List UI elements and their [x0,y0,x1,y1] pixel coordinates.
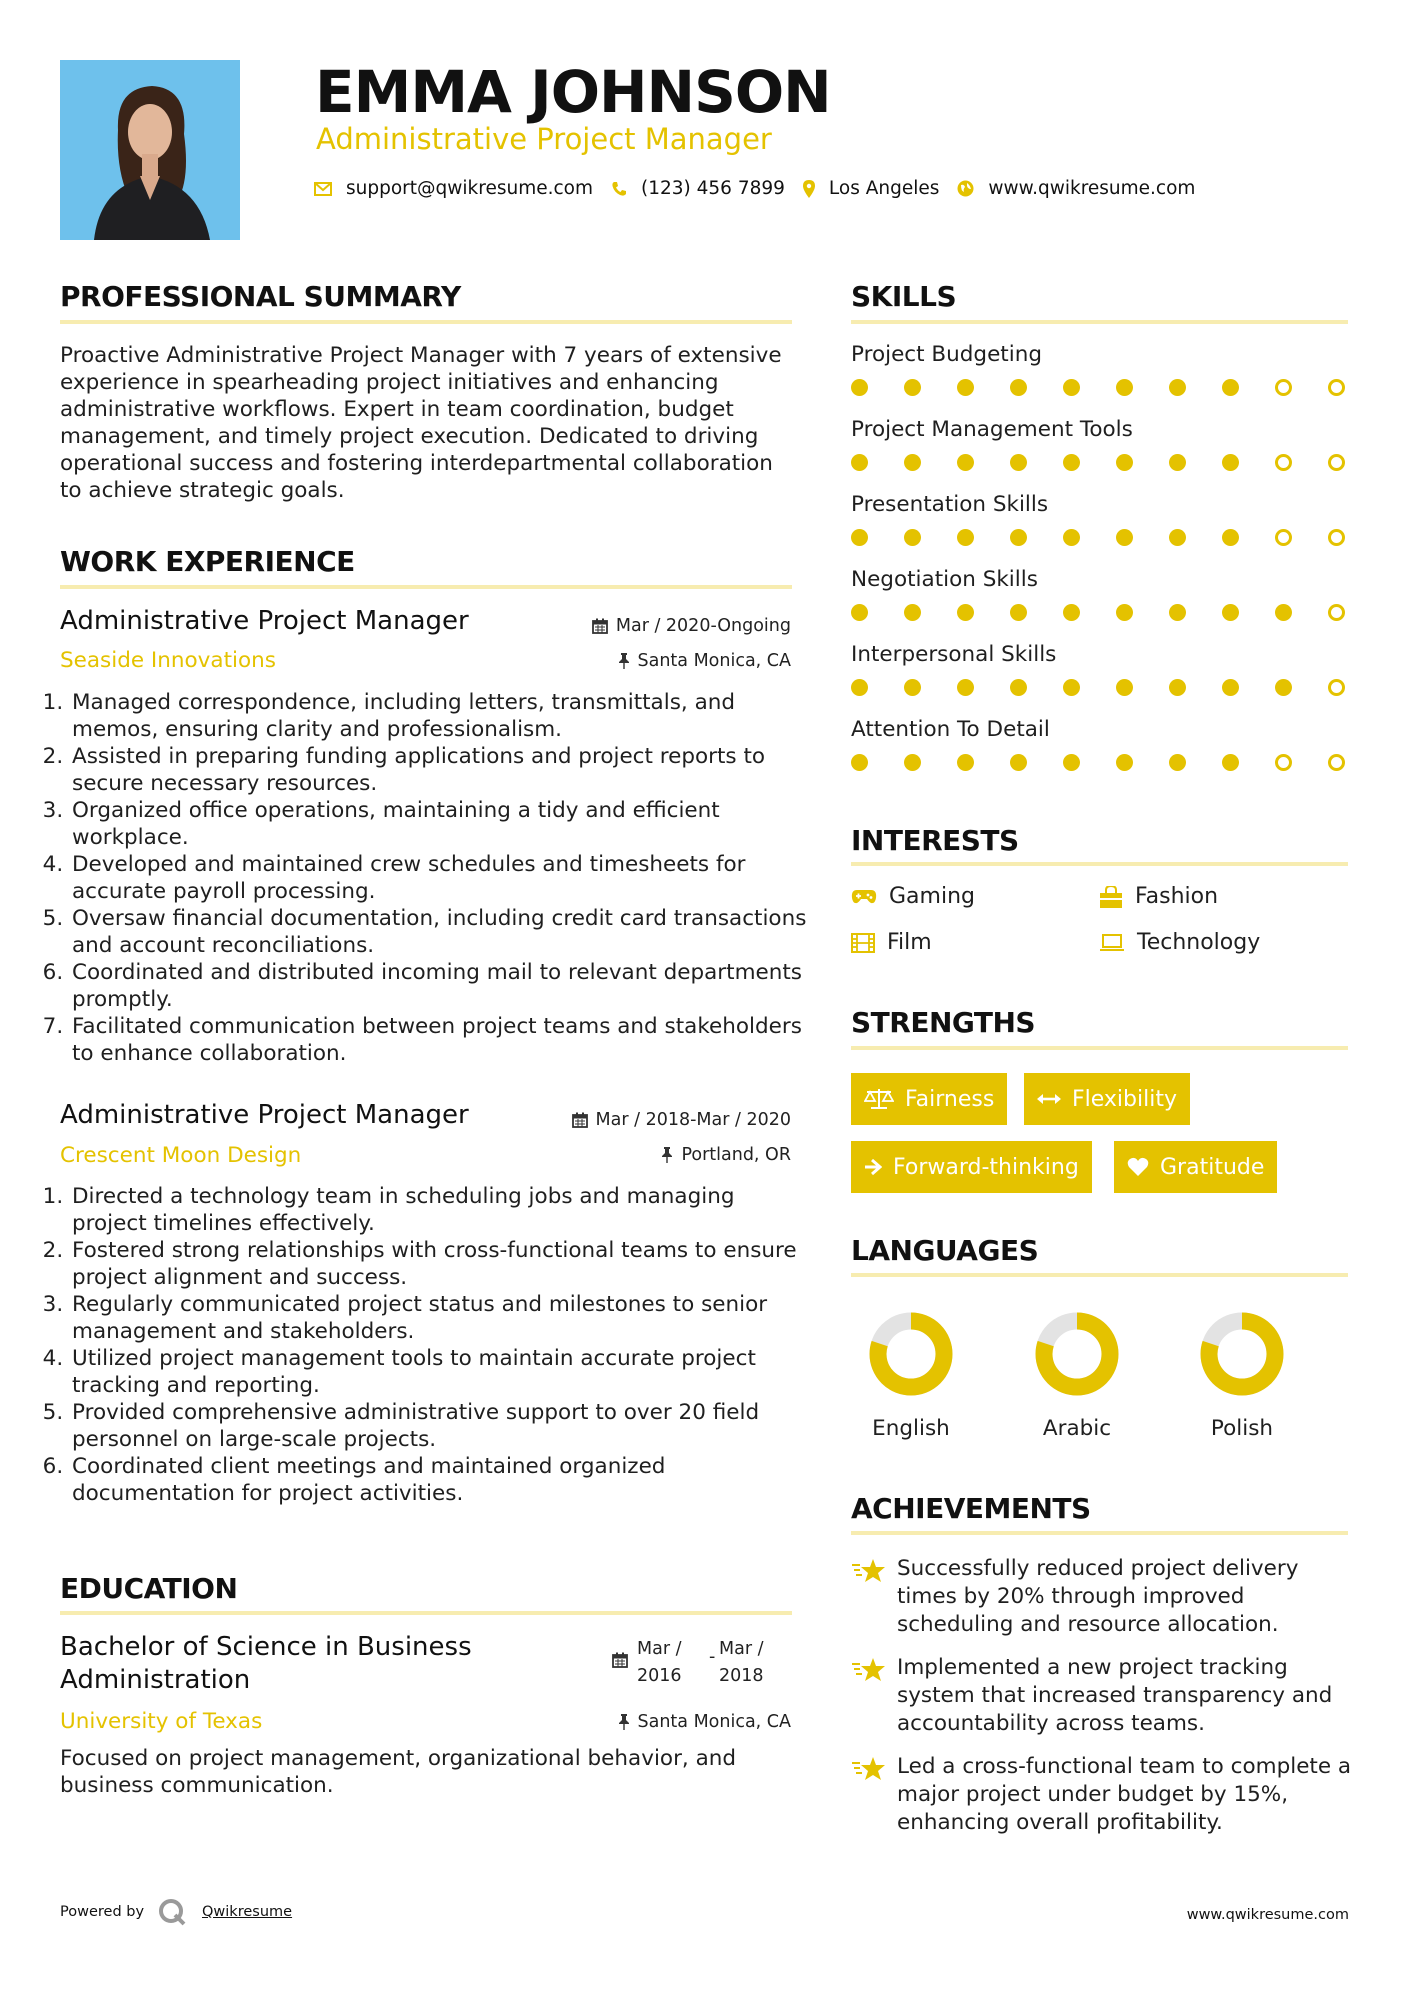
skills-divider [851,320,1348,324]
rating-dot-filled [1116,454,1133,471]
edu-location [618,1712,792,1732]
edu-start-year: 2016 [637,1666,682,1686]
rating-dot-filled [851,604,868,621]
skill-row [851,567,1371,642]
strength-label: Gratitude [1160,1154,1265,1180]
edu-end-year: 2018 [719,1666,764,1686]
achievements-title: ACHIEVEMENTS [851,1492,1091,1525]
list-item: 6. Coordinated client meetings and maintained organized documentation for project activities. [70,1453,810,1507]
language-label-english: English [872,1416,950,1441]
contact-phone[interactable] [611,178,785,199]
list-item: 6. Coordinated and distributed incoming mail to relevant departments promptly. [70,959,810,1013]
interest-label: Film [887,930,932,955]
skill-rating [851,529,1371,546]
skill-rating [851,754,1371,771]
edu-end-month: Mar / [719,1639,764,1659]
strength-flexibility [1024,1073,1190,1125]
list-item: 4. Utilized project management tools to maintain accurate project tracking and reporting. [70,1345,810,1399]
rating-dot-filled [904,679,921,696]
rating-dot-filled [1169,679,1186,696]
achievement-1 [851,1555,1357,1639]
interest-film [851,930,932,955]
rating-dot-empty [1275,454,1292,471]
strength-label: Forward-thinking [893,1154,1079,1180]
rating-dot-filled [1169,379,1186,396]
qwikresume-link[interactable]: Qwikresume [202,1904,293,1920]
skills-title: SKILLS [851,280,957,313]
rating-dot-filled [1116,379,1133,396]
rating-dot-filled [1063,454,1080,471]
summary-title: PROFESSIONAL SUMMARY [60,280,461,313]
job-2-date [572,1110,791,1130]
job-1-bullets [52,689,810,1067]
work-divider [60,585,792,589]
calendar-icon [572,1112,588,1128]
rating-dot-filled [851,379,868,396]
achievements-divider [851,1531,1348,1535]
skill-name: Attention To Detail [851,717,1050,742]
pushpin-icon [661,1147,673,1163]
rating-dot-filled [1010,604,1027,621]
rating-dot-filled [957,454,974,471]
rating-dot-filled [1010,379,1027,396]
pushpin-icon [618,1714,630,1730]
achievement-3 [851,1753,1357,1837]
interest-gaming [851,884,975,909]
envelope-icon [314,182,332,196]
skills-list [851,342,1371,792]
education-title: EDUCATION [60,1572,238,1605]
skill-row [851,417,1371,492]
candidate-name: EMMA JOHNSON [315,58,831,126]
rating-dot-filled [904,529,921,546]
heart-icon [1127,1157,1149,1177]
language-label-polish: Polish [1210,1416,1274,1441]
skill-row [851,717,1371,792]
job-1-title: Administrative Project Manager [60,606,469,636]
website-text: www.qwikresume.com [988,178,1196,199]
job-2-company: Crescent Moon Design [60,1143,302,1168]
footer-website[interactable]: www.qwikresume.com [1186,1907,1349,1923]
list-item: 1. Managed correspondence, including letters, transmittals, and memos, ensuring clarity and professionalism. [70,689,810,743]
rating-dot-filled [1063,679,1080,696]
rating-dot-filled [1116,529,1133,546]
job-2-location [661,1145,791,1165]
rating-dot-filled [1169,454,1186,471]
list-item: 3. Organized office operations, maintaining a tidy and efficient workplace. [70,797,810,851]
rating-dot-empty [1328,754,1345,771]
rating-dot-empty [1328,529,1345,546]
rating-dot-filled [904,379,921,396]
skill-rating [851,679,1371,696]
achievement-text: Implemented a new project tracking system that increased transparency and accountability across teams. [897,1655,1333,1736]
rating-dot-filled [1169,754,1186,771]
interests-divider [851,862,1348,866]
job-2-location-text: Portland, OR [681,1145,791,1165]
list-item: 2. Fostered strong relationships with cross-functional teams to ensure project alignment and success. [70,1237,810,1291]
edu-start-month: Mar / [637,1639,682,1659]
rating-dot-empty [1275,754,1292,771]
job-2-date-text: Mar / 2018-Mar / 2020 [595,1110,791,1130]
list-item: 1. Directed a technology team in scheduling jobs and managing project timelines effectively. [70,1183,810,1237]
job-2-bullets [52,1183,810,1507]
globe-icon [957,180,974,197]
rating-dot-filled [1116,679,1133,696]
rating-dot-filled [1222,604,1239,621]
rating-dot-filled [1222,454,1239,471]
rating-dot-filled [1275,604,1292,621]
work-title: WORK EXPERIENCE [60,545,355,578]
summary-divider [60,320,792,324]
rating-dot-empty [1275,379,1292,396]
rating-dot-filled [957,604,974,621]
school-name: University of Texas [60,1709,263,1734]
rating-dot-filled [1222,679,1239,696]
list-item: 4. Developed and maintained crew schedules and timesheets for accurate payroll processing. [70,851,810,905]
rating-dot-filled [1010,529,1027,546]
strength-label: Flexibility [1072,1086,1177,1112]
edu-end-date [719,1636,764,1690]
rating-dot-filled [1010,754,1027,771]
skill-rating [851,379,1371,396]
rating-dot-filled [851,754,868,771]
film-icon [851,933,875,953]
contact-bar [314,178,1213,199]
rating-dot-filled [851,454,868,471]
skill-row [851,342,1371,417]
skill-name: Presentation Skills [851,492,1049,517]
rating-dot-empty [1328,679,1345,696]
rating-dot-filled [1169,529,1186,546]
strength-gratitude [1114,1141,1277,1193]
contact-location [803,178,940,199]
rating-dot-filled [1063,529,1080,546]
star-icon [851,1755,887,1783]
job-1-company: Seaside Innovations [60,648,276,673]
rating-dot-filled [1010,454,1027,471]
skill-rating [851,454,1371,471]
rating-dot-filled [904,604,921,621]
skill-name: Negotiation Skills [851,567,1038,592]
star-icon [851,1557,887,1585]
edu-start-date [637,1636,682,1690]
interest-technology [1099,930,1260,955]
skill-name: Interpersonal Skills [851,642,1057,667]
achievement-2 [851,1654,1357,1738]
education-divider [60,1611,792,1615]
powered-by-text: Powered by [60,1904,145,1920]
rating-dot-filled [1116,604,1133,621]
rating-dot-filled [1116,754,1133,771]
job-1-date [592,616,791,636]
rating-dot-empty [1328,604,1345,621]
list-item: 3. Regularly communicated project status and milestones to senior management and stakeholders. [70,1291,810,1345]
rating-dot-filled [1063,379,1080,396]
rating-dot-filled [1169,604,1186,621]
calendar-icon [612,1652,628,1668]
job-2-title: Administrative Project Manager [60,1100,469,1130]
degree-line-2: Administration [60,1665,251,1695]
strength-label: Fairness [905,1086,995,1112]
contact-email[interactable] [314,178,593,199]
list-item: 7. Facilitated communication between project teams and stakeholders to enhance collaboration. [70,1013,810,1067]
interests-title: INTERESTS [851,824,1019,857]
rating-dot-empty [1275,529,1292,546]
strength-fairness [851,1073,1007,1125]
degree-line-1: Bachelor of Science in Business [60,1632,472,1662]
gamepad-icon [851,889,877,905]
strengths-title: STRENGTHS [851,1006,1036,1039]
education-text: Focused on project management, organizational behavior, and business communication. [60,1746,737,1798]
rating-dot-filled [1222,379,1239,396]
skill-name: Project Budgeting [851,342,1042,367]
rating-dot-filled [1063,754,1080,771]
rating-dot-filled [957,379,974,396]
skill-rating [851,604,1371,621]
achievement-text: Led a cross-functional team to complete a major project under budget by 15%, enhancing overall profitability. [897,1754,1352,1835]
interest-label: Technology [1137,930,1261,955]
map-pin-icon [803,180,815,198]
qwikresume-logo-icon [158,1898,186,1926]
phone-icon [611,181,627,197]
summary-text: Proactive Administrative Project Manager with 7 years of extensive experience in spearheading project initiatives and enhancing administrative workflows. Expert in team coordination, budget management, and timely project execution. Dedicated to driving operational success and fostering interdepartmental collaboration to achieve strategic goals. [60,343,782,503]
edu-location-text: Santa Monica, CA [637,1712,791,1732]
arrows-horizontal-icon [1037,1092,1061,1106]
language-label-arabic: Arabic [1042,1416,1112,1441]
list-item: 5. Oversaw financial documentation, including credit card transactions and account reconciliations. [70,905,810,959]
profile-photo [60,60,240,240]
arrow-right-icon [864,1158,882,1176]
pushpin-icon [618,653,630,669]
strengths-divider [851,1046,1348,1050]
rating-dot-filled [851,679,868,696]
list-item: 5. Provided comprehensive administrative support to over 20 field personnel on large-scale projects. [70,1399,810,1453]
rating-dot-filled [957,754,974,771]
job-1-location [618,651,792,671]
skill-name: Project Management Tools [851,417,1133,442]
rating-dot-filled [957,529,974,546]
languages-title: LANGUAGES [851,1234,1039,1267]
star-icon [851,1656,887,1684]
rating-dot-empty [1328,379,1345,396]
rating-dot-filled [851,529,868,546]
balance-scale-icon [864,1088,894,1110]
rating-dot-filled [1222,754,1239,771]
rating-dot-filled [904,754,921,771]
language-rings [851,1300,1348,1430]
location-text: Los Angeles [828,178,940,199]
candidate-role: Administrative Project Manager [316,122,772,156]
rating-dot-filled [1222,529,1239,546]
rating-dot-filled [1275,679,1292,696]
calendar-icon [592,618,608,634]
job-1-location-text: Santa Monica, CA [637,651,791,671]
interest-label: Gaming [889,884,975,909]
laptop-icon [1099,934,1125,952]
achievement-text: Successfully reduced project delivery times by 20% through improved scheduling and resource allocation. [897,1556,1299,1637]
rating-dot-filled [1010,679,1027,696]
skill-row [851,492,1371,567]
shopping-bag-icon [1099,886,1123,908]
email-text: support@qwikresume.com [346,178,593,199]
rating-dot-filled [957,679,974,696]
strength-forward-thinking [851,1141,1092,1193]
list-item: 2. Assisted in preparing funding applications and project reports to secure necessary resources. [70,743,810,797]
job-1-date-text: Mar / 2020-Ongoing [615,616,791,636]
rating-dot-empty [1328,454,1345,471]
edu-date-separator: - [709,1647,716,1667]
languages-divider [851,1273,1348,1277]
interest-fashion [1099,884,1218,909]
rating-dot-filled [1063,604,1080,621]
rating-dot-filled [904,454,921,471]
skill-row [851,642,1371,717]
interest-label: Fashion [1135,884,1219,909]
contact-website[interactable] [957,178,1195,199]
phone-text: (123) 456 7899 [641,178,785,199]
